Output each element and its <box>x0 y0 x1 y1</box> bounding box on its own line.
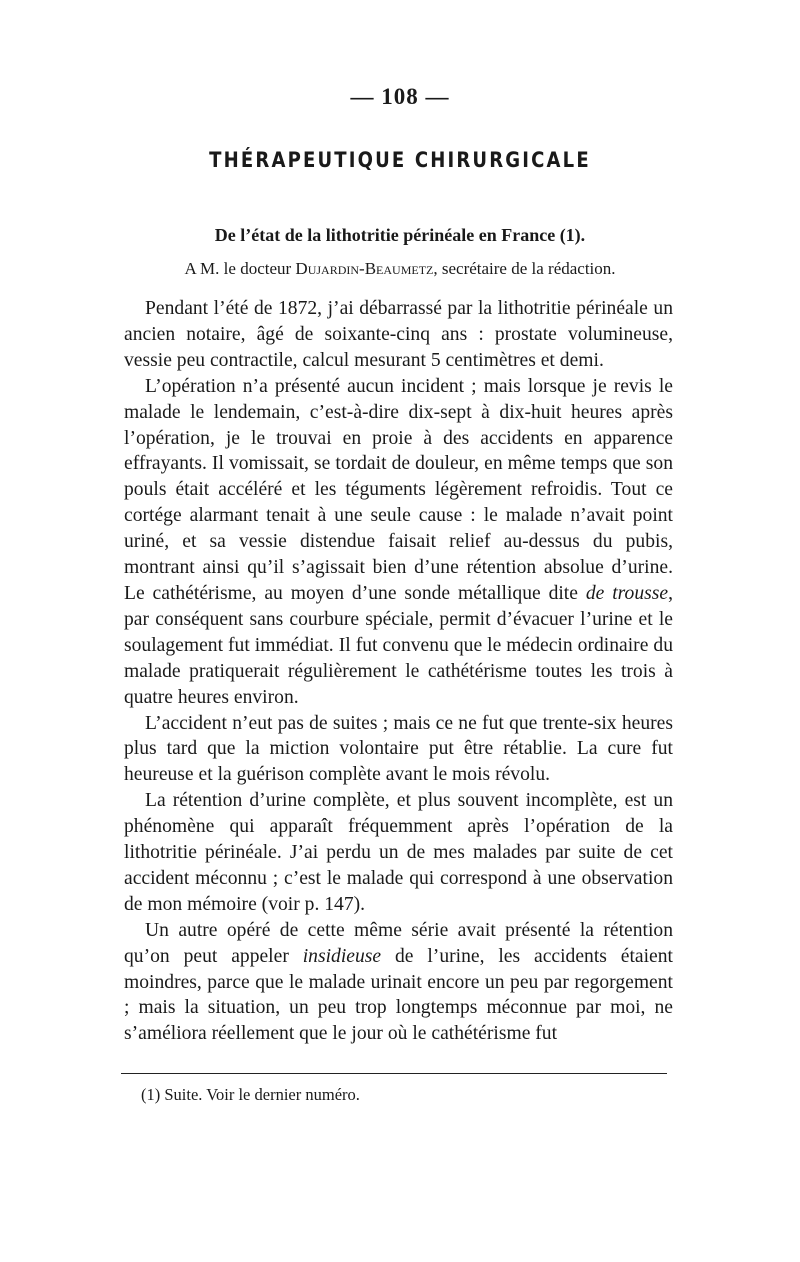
page-number: — 108 — <box>350 84 450 109</box>
paragraph-5-italic: insidieuse <box>302 945 382 967</box>
paragraph-5-part-1: Un autre opéré de cette même série avait présenté la rétention qu’on peut appeler <box>124 919 673 967</box>
paragraph-1: Pendant l’été de 1872, j’ai débarrassé par la lithotritie périnéale un ancien notaire, âgé de soixante-cinq ans : prostate volumineuse, vessie peu contractile, calcul mesurant 5 centimètres et demi. <box>124 298 673 371</box>
paragraph-4: La rétention d’urine complète, et plus souvent incomplète, est un phénomène qui apparaît fréquemment après l’opération de la lithotritie périnéale. J’ai perdu un de mes malades par suite de cet accident méconnu ; c’est le malade qui correspond à une observation de mon mémoire (voir p. 147). <box>124 790 673 915</box>
article-title: De l’état de la lithotritie périnéale en France (1). <box>214 225 586 245</box>
dedication-name: Dujardin-Beaumetz <box>295 259 434 278</box>
paragraph-5 <box>124 918 673 1048</box>
paragraph-5-part-2: de l’urine, les accidents étaient moindres, parce que le malade urinait encore un peu par regorgement ; mais la situation, un peu trop longtemps méconnue par moi, ne s’améliora réellement que le jour où le cathétérisme fut <box>124 945 673 1045</box>
footnote-divider <box>121 1073 667 1074</box>
paragraph-2-italic: de trousse <box>585 582 669 604</box>
dedication <box>0 259 800 279</box>
footnote: (1) Suite. Voir le dernier numéro. <box>141 1085 360 1104</box>
dedication-suffix: , secrétaire de la rédaction. <box>433 259 616 278</box>
section-title: THÉRAPEUTIQUE CHIRURGICALE <box>209 148 591 172</box>
paragraph-2-part-2: , par conséquent sans courbure spéciale, permit d’évacuer l’urine et le soulagement fut immédiat. Il fut convenu que le médecin ordinaire du malade pratiquerait régulièrement le cathétérisme toutes les trois à quatre heures environ. <box>124 582 673 708</box>
paragraph-2 <box>124 374 673 711</box>
paragraph-2-part-1: L’opération n’a présenté aucun incident ; mais lorsque je revis le malade le lendemain, c’est-à-dire dix-sept à dix-huit heures après l’opération, je le trouvai en proie à des accidents en apparence effrayants. Il vomissait, se tordait de douleur, en même temps que son pouls était accéléré et les téguments légèrement refroidis. Tout ce cortége alarmant tenait à une seule cause : le malade n’avait point uriné, et sa vessie distendue faisait relief au-dessus du pubis, montrant ainsi qu’il s’agissait bien d’une rétention absolue d’urine. Le cathétérisme, au moyen d’une sonde métallique dite <box>124 375 673 604</box>
body-text <box>124 296 673 1047</box>
dedication-prefix: A M. le docteur <box>184 259 296 278</box>
paragraph-3: L’accident n’eut pas de suites ; mais ce ne fut que trente-six heures plus tard que la miction volontaire put être rétablie. La cure fut heureuse et la guérison complète avant le mois révolu. <box>124 712 673 786</box>
